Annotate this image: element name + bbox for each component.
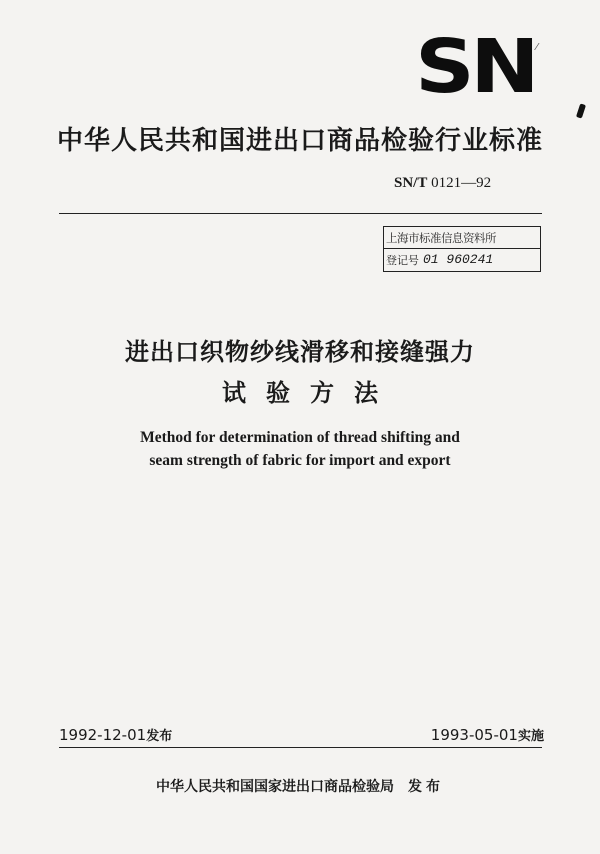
implementation-date-value: 1993-05-01 xyxy=(430,726,518,744)
publisher-name: 中华人民共和国国家进出口商品检验局 xyxy=(156,779,394,795)
implementation-date-label: 实施 xyxy=(517,729,544,744)
bottom-divider xyxy=(59,747,542,748)
document-title-chinese-line2-text: 试验方法 xyxy=(222,379,398,407)
stamp-organization-row xyxy=(384,227,540,248)
document-title-english xyxy=(0,426,600,472)
publisher-line xyxy=(0,776,600,796)
stamp-registration-row xyxy=(384,248,540,270)
standard-number-prefix: SN/T xyxy=(394,175,428,191)
issue-date-label: 发布 xyxy=(146,729,173,744)
sn-logo: SN xyxy=(415,24,536,110)
issue-date xyxy=(59,725,172,744)
industry-standard-title: 中华人民共和国进出口商品检验行业标准 xyxy=(56,126,543,156)
scan-mark-icon: ⁄ xyxy=(536,42,538,53)
top-divider xyxy=(59,213,542,214)
standard-number xyxy=(394,175,491,192)
scan-artifact-icon xyxy=(576,103,586,118)
standard-number-value: 0121—92 xyxy=(431,175,492,191)
issue-date-value: 1992-12-01 xyxy=(59,726,147,744)
stamp-registration-label: 登记号 xyxy=(386,253,419,267)
document-title-english-line1: Method for determination of thread shifting and xyxy=(140,429,460,446)
implementation-date xyxy=(431,725,544,744)
registration-stamp xyxy=(383,226,541,272)
stamp-registration-value: 01 960241 xyxy=(423,252,494,267)
document-title-chinese-line2 xyxy=(0,373,600,408)
document-title-english-line2: seam strength of fabric for import and export xyxy=(149,452,451,469)
document-title-chinese-line1: 进出口织物纱线滑移和接缝强力 xyxy=(125,338,475,366)
publisher-action: 发布 xyxy=(408,779,444,795)
stamp-organization: 上海市标准信息资料所 xyxy=(386,230,496,245)
